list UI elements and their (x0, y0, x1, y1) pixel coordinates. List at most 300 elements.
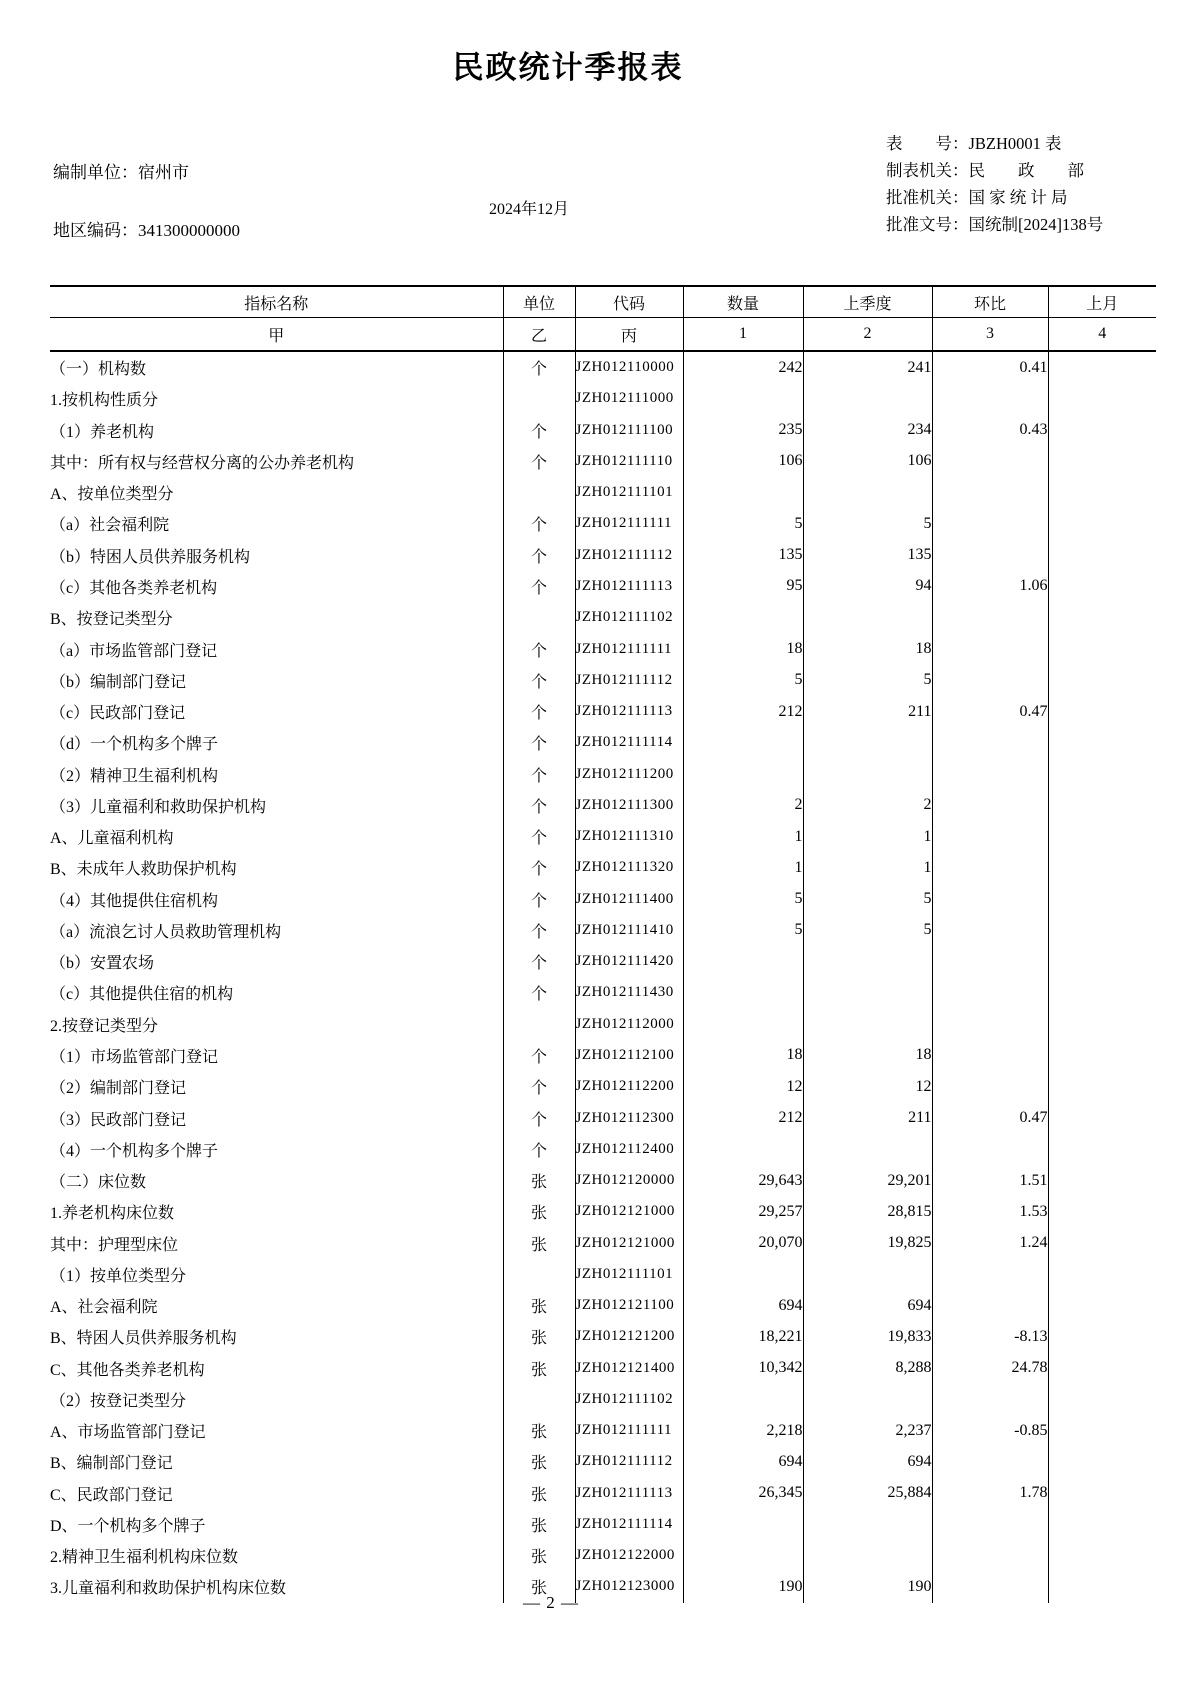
table-row (50, 1509, 1156, 1540)
unit-cell: 张 (503, 1540, 575, 1571)
indicator-name-cell: （2）精神卫生福利机构 (50, 767, 219, 785)
prev-month-cell (1048, 1040, 1156, 1071)
unit-cell: 个 (503, 351, 575, 383)
table-row (50, 946, 1156, 977)
ratio-cell (932, 1540, 1048, 1571)
prev-quarter-cell: 211 (803, 696, 932, 727)
indicator-name-cell: B、按登记类型分 (50, 611, 173, 629)
table-row (50, 758, 1156, 789)
table-row (50, 665, 1156, 696)
ratio-cell (932, 633, 1048, 664)
indicator-name-cell: （c）民政部门登记 (50, 705, 186, 723)
indicator-name-cell: （二）床位数 (50, 1174, 147, 1192)
quantity-cell: 694 (683, 1446, 803, 1477)
prev-quarter-cell: 19,833 (803, 1321, 932, 1352)
approval-doc-value: 国统制[2024]138号 (968, 215, 1104, 234)
quantity-cell (683, 477, 803, 508)
ratio-cell: -8.13 (932, 1321, 1048, 1352)
table-row (50, 508, 1156, 539)
ratio-cell (932, 477, 1048, 508)
prev-month-cell (1048, 1165, 1156, 1196)
quantity-cell: 29,257 (683, 1196, 803, 1227)
code-cell: JZH012111110 (575, 446, 683, 477)
table-row (50, 1384, 1156, 1415)
table-row (50, 852, 1156, 883)
ratio-cell (932, 758, 1048, 789)
code-cell: JZH012111420 (575, 946, 683, 977)
unit-cell: 个 (503, 1040, 575, 1071)
prev-quarter-cell: 1 (803, 821, 932, 852)
code-cell: JZH012112300 (575, 1102, 683, 1133)
quantity-cell: 106 (683, 446, 803, 477)
indicator-name-cell: （2）按登记类型分 (50, 1392, 187, 1410)
quantity-cell: 1 (683, 852, 803, 883)
prev-quarter-cell (803, 946, 932, 977)
table-row (50, 884, 1156, 915)
indicator-name-cell: （4）一个机构多个牌子 (50, 1142, 219, 1160)
unit-cell: 个 (503, 696, 575, 727)
prev-month-cell (1048, 1071, 1156, 1102)
table-key-row (50, 318, 1156, 352)
indicator-name-cell: C、其他各类养老机构 (50, 1361, 205, 1379)
unit-cell: 张 (503, 1165, 575, 1196)
unit-cell: 个 (503, 946, 575, 977)
form-agency-label: 制表机关： (886, 161, 969, 180)
indicator-name-cell: A、儿童福利机构 (50, 830, 174, 848)
unit-cell: 个 (503, 1102, 575, 1133)
quantity-cell (683, 1134, 803, 1165)
key-bing: 丙 (575, 318, 683, 352)
prev-quarter-cell (803, 1134, 932, 1165)
quantity-cell: 5 (683, 665, 803, 696)
code-cell: JZH012111113 (575, 1478, 683, 1509)
ratio-cell: 1.78 (932, 1478, 1048, 1509)
code-cell: JZH012111113 (575, 571, 683, 602)
prev-month-cell (1048, 1321, 1156, 1352)
unit-cell: 张 (503, 1353, 575, 1384)
indicator-name-cell: 其中：所有权与经营权分离的公办养老机构 (50, 454, 355, 472)
unit-cell: 张 (503, 1509, 575, 1540)
indicator-name-cell: B、未成年人救助保护机构 (50, 861, 237, 879)
key-yi: 乙 (503, 318, 575, 352)
code-cell: JZH012112200 (575, 1071, 683, 1102)
prev-month-cell (1048, 1259, 1156, 1290)
prev-quarter-cell: 25,884 (803, 1478, 932, 1509)
ratio-cell (932, 665, 1048, 696)
prev-quarter-cell: 29,201 (803, 1165, 932, 1196)
table-row (50, 821, 1156, 852)
code-cell: JZH012111112 (575, 665, 683, 696)
quantity-cell (683, 1540, 803, 1571)
code-cell: JZH012110000 (575, 351, 683, 383)
code-cell: JZH012111112 (575, 540, 683, 571)
ratio-cell: 1.53 (932, 1196, 1048, 1227)
prev-month-cell (1048, 915, 1156, 946)
unit-cell: 个 (503, 540, 575, 571)
code-cell: JZH012111111 (575, 1415, 683, 1446)
region-code-line (53, 216, 240, 241)
prev-quarter-cell: 2,237 (803, 1415, 932, 1446)
approval-doc-label: 批准文号： (886, 215, 969, 234)
ratio-cell: 0.43 (932, 415, 1048, 446)
table-row (50, 571, 1156, 602)
unit-cell: 张 (503, 1290, 575, 1321)
prev-month-cell (1048, 1196, 1156, 1227)
table-row (50, 1040, 1156, 1071)
prev-month-cell (1048, 1415, 1156, 1446)
prev-month-cell (1048, 977, 1156, 1008)
prev-month-cell (1048, 727, 1156, 758)
form-number-label: 表 号： (886, 134, 969, 153)
quantity-cell (683, 1009, 803, 1040)
ratio-cell: 1.24 (932, 1227, 1048, 1258)
unit-cell: 个 (503, 852, 575, 883)
quantity-cell: 20,070 (683, 1227, 803, 1258)
code-cell: JZH012111111 (575, 633, 683, 664)
table-row (50, 1165, 1156, 1196)
ratio-cell: 0.47 (932, 1102, 1048, 1133)
quantity-cell: 5 (683, 884, 803, 915)
prev-month-cell (1048, 790, 1156, 821)
ratio-cell (932, 852, 1048, 883)
prev-month-cell (1048, 1290, 1156, 1321)
prev-quarter-cell (803, 1509, 932, 1540)
indicator-name-cell: （3）民政部门登记 (50, 1111, 187, 1129)
table-row (50, 1353, 1156, 1384)
ratio-cell (932, 727, 1048, 758)
indicator-name-cell: （a）市场监管部门登记 (50, 642, 218, 660)
prev-quarter-cell (803, 758, 932, 789)
quantity-cell: 18 (683, 633, 803, 664)
prev-month-cell (1048, 758, 1156, 789)
indicator-name-cell: （b）编制部门登记 (50, 673, 187, 691)
code-cell: JZH012111410 (575, 915, 683, 946)
quantity-cell (683, 727, 803, 758)
prev-quarter-cell (803, 383, 932, 414)
code-cell: JZH012123000 (575, 1571, 683, 1602)
region-code-value: 341300000000 (138, 221, 240, 240)
quantity-cell (683, 1509, 803, 1540)
table-row (50, 915, 1156, 946)
prev-quarter-cell (803, 1384, 932, 1415)
indicator-name-cell: 1.按机构性质分 (50, 392, 159, 410)
ratio-cell: 0.41 (932, 351, 1048, 383)
prev-month-cell (1048, 884, 1156, 915)
code-cell: JZH012111300 (575, 790, 683, 821)
unit-cell: 张 (503, 1321, 575, 1352)
ratio-cell (932, 508, 1048, 539)
ratio-cell (932, 1009, 1048, 1040)
table-row (50, 1196, 1156, 1227)
col-quantity: 数量 (683, 286, 803, 318)
prev-month-cell (1048, 1134, 1156, 1165)
prev-month-cell (1048, 508, 1156, 539)
prev-quarter-cell: 135 (803, 540, 932, 571)
prev-quarter-cell: 106 (803, 446, 932, 477)
code-cell: JZH012111000 (575, 383, 683, 414)
prev-month-cell (1048, 946, 1156, 977)
quantity-cell: 18 (683, 1040, 803, 1071)
prev-quarter-cell: 19,825 (803, 1227, 932, 1258)
indicator-name-cell: （a）流浪乞讨人员救助管理机构 (50, 923, 282, 941)
quantity-cell (683, 383, 803, 414)
statistics-table (50, 285, 1156, 1603)
prev-quarter-cell (803, 1009, 932, 1040)
ratio-cell (932, 915, 1048, 946)
ratio-cell (932, 1290, 1048, 1321)
unit-cell: 张 (503, 1478, 575, 1509)
quantity-cell (683, 758, 803, 789)
prev-month-cell (1048, 1509, 1156, 1540)
code-cell: JZH012111111 (575, 508, 683, 539)
indicator-name-cell: （一）机构数 (50, 361, 147, 379)
prev-quarter-cell: 2 (803, 790, 932, 821)
prev-month-cell (1048, 383, 1156, 414)
prev-month-cell (1048, 1478, 1156, 1509)
prepared-unit-line (53, 158, 189, 183)
indicator-name-cell: （c）其他各类养老机构 (50, 579, 218, 597)
prev-quarter-cell (803, 602, 932, 633)
prev-month-cell (1048, 477, 1156, 508)
prev-month-cell (1048, 1446, 1156, 1477)
table-row (50, 351, 1156, 383)
quantity-cell: 190 (683, 1571, 803, 1602)
quantity-cell: 5 (683, 508, 803, 539)
approval-doc-line (886, 211, 1103, 238)
unit-cell: 个 (503, 915, 575, 946)
indicator-name-cell: （d）一个机构多个牌子 (50, 736, 219, 754)
prev-month-cell (1048, 633, 1156, 664)
code-cell: JZH012121200 (575, 1321, 683, 1352)
col-ratio: 环比 (932, 286, 1048, 318)
table-row (50, 415, 1156, 446)
prepared-unit-label: 编制单位： (53, 163, 138, 182)
indicator-name-cell: 3.儿童福利和救助保护机构床位数 (50, 1580, 287, 1598)
table-row (50, 602, 1156, 633)
table-row (50, 1102, 1156, 1133)
page-number: — 2 — (523, 1593, 579, 1612)
quantity-cell (683, 602, 803, 633)
code-cell: JZH012111101 (575, 477, 683, 508)
quantity-cell: 12 (683, 1071, 803, 1102)
unit-cell: 张 (503, 1571, 575, 1602)
form-agency-value: 民 政 部 (968, 161, 1084, 180)
quantity-cell: 5 (683, 915, 803, 946)
prev-month-cell (1048, 821, 1156, 852)
indicator-name-cell: 2.按登记类型分 (50, 1017, 159, 1035)
prev-month-cell (1048, 540, 1156, 571)
code-cell: JZH012111102 (575, 1384, 683, 1415)
ratio-cell (932, 540, 1048, 571)
code-cell: JZH012111113 (575, 696, 683, 727)
table-row (50, 1540, 1156, 1571)
indicator-name-cell: （3）儿童福利和救助保护机构 (50, 798, 267, 816)
prev-month-cell (1048, 415, 1156, 446)
page-title: 民政统计季报表 (452, 50, 684, 86)
col-code: 代码 (575, 286, 683, 318)
code-cell: JZH012111400 (575, 884, 683, 915)
approval-agency-value: 国 家 统 计 局 (968, 188, 1068, 207)
indicator-name-cell: 其中：护理型床位 (50, 1236, 179, 1254)
ratio-cell (932, 790, 1048, 821)
ratio-cell: 0.47 (932, 696, 1048, 727)
quantity-cell: 10,342 (683, 1353, 803, 1384)
table-row (50, 446, 1156, 477)
prev-quarter-cell (803, 977, 932, 1008)
code-cell: JZH012120000 (575, 1165, 683, 1196)
form-number-value: JBZH0001 表 (968, 134, 1062, 153)
code-cell: JZH012112100 (575, 1040, 683, 1071)
key-1: 1 (683, 318, 803, 352)
table-row (50, 1290, 1156, 1321)
table-row (50, 790, 1156, 821)
col-unit: 单位 (503, 286, 575, 318)
table-row (50, 477, 1156, 508)
prev-quarter-cell: 8,288 (803, 1353, 932, 1384)
prev-quarter-cell: 234 (803, 415, 932, 446)
table-row (50, 1321, 1156, 1352)
unit-cell: 个 (503, 415, 575, 446)
prev-month-cell (1048, 446, 1156, 477)
quantity-cell (683, 977, 803, 1008)
quantity-cell: 235 (683, 415, 803, 446)
indicator-name-cell: （a）社会福利院 (50, 517, 170, 535)
code-cell: JZH012112400 (575, 1134, 683, 1165)
code-cell: JZH012111114 (575, 1509, 683, 1540)
ratio-cell (932, 602, 1048, 633)
prev-month-cell (1048, 1384, 1156, 1415)
ratio-cell (932, 946, 1048, 977)
prev-month-cell (1048, 1009, 1156, 1040)
approval-agency-label: 批准机关： (886, 188, 969, 207)
ratio-cell (932, 1071, 1048, 1102)
quantity-cell: 242 (683, 351, 803, 383)
prev-quarter-cell: 241 (803, 351, 932, 383)
prev-quarter-cell: 94 (803, 571, 932, 602)
prev-quarter-cell: 5 (803, 915, 932, 946)
prev-month-cell (1048, 1102, 1156, 1133)
indicator-name-cell: （1）市场监管部门登记 (50, 1048, 219, 1066)
indicator-name-cell: B、编制部门登记 (50, 1455, 173, 1473)
region-code-label: 地区编码： (53, 221, 138, 240)
prev-quarter-cell: 18 (803, 633, 932, 664)
quantity-cell (683, 1259, 803, 1290)
code-cell: JZH012121000 (575, 1196, 683, 1227)
quantity-cell: 2,218 (683, 1415, 803, 1446)
prev-quarter-cell: 5 (803, 508, 932, 539)
code-cell: JZH012121000 (575, 1227, 683, 1258)
table-body (50, 351, 1156, 1603)
table-row (50, 696, 1156, 727)
prev-month-cell (1048, 852, 1156, 883)
indicator-name-cell: （b）特困人员供养服务机构 (50, 548, 251, 566)
form-agency-line (886, 157, 1103, 184)
indicator-name-cell: A、社会福利院 (50, 1299, 158, 1317)
prev-quarter-cell (803, 1540, 932, 1571)
quantity-cell: 95 (683, 571, 803, 602)
prev-quarter-cell: 1 (803, 852, 932, 883)
ratio-cell (932, 821, 1048, 852)
unit-cell: 个 (503, 727, 575, 758)
prev-quarter-cell: 12 (803, 1071, 932, 1102)
table-row (50, 383, 1156, 414)
indicator-name-cell: B、特困人员供养服务机构 (50, 1330, 237, 1348)
form-meta-block (886, 130, 1103, 238)
quantity-cell (683, 946, 803, 977)
prev-month-cell (1048, 571, 1156, 602)
prev-month-cell (1048, 1540, 1156, 1571)
prev-quarter-cell (803, 477, 932, 508)
indicator-name-cell: （4）其他提供住宿机构 (50, 892, 219, 910)
indicator-name-cell: 1.养老机构床位数 (50, 1205, 175, 1223)
prev-month-cell (1048, 1353, 1156, 1384)
quantity-cell: 29,643 (683, 1165, 803, 1196)
indicator-name-cell: C、民政部门登记 (50, 1486, 173, 1504)
ratio-cell (932, 1040, 1048, 1071)
indicator-name-cell: （b）安置农场 (50, 955, 155, 973)
table-row (50, 727, 1156, 758)
table-row (50, 1259, 1156, 1290)
key-jia: 甲 (50, 318, 503, 352)
key-2: 2 (803, 318, 932, 352)
ratio-cell: -0.85 (932, 1415, 1048, 1446)
key-4: 4 (1048, 318, 1156, 352)
ratio-cell (932, 1509, 1048, 1540)
prev-month-cell (1048, 1227, 1156, 1258)
col-prev-quarter: 上季度 (803, 286, 932, 318)
quantity-cell: 26,345 (683, 1478, 803, 1509)
ratio-cell (932, 1134, 1048, 1165)
indicator-name-cell: （1）养老机构 (50, 423, 155, 441)
code-cell: JZH012111112 (575, 1446, 683, 1477)
unit-cell (503, 1259, 575, 1290)
prev-month-cell (1048, 351, 1156, 383)
ratio-cell (932, 1259, 1048, 1290)
prev-quarter-cell: 694 (803, 1290, 932, 1321)
unit-cell (503, 1384, 575, 1415)
unit-cell: 个 (503, 758, 575, 789)
indicator-name-cell: （1）按单位类型分 (50, 1267, 187, 1285)
code-cell: JZH012121100 (575, 1290, 683, 1321)
ratio-cell (932, 884, 1048, 915)
code-cell: JZH012111200 (575, 758, 683, 789)
ratio-cell (932, 1384, 1048, 1415)
unit-cell: 张 (503, 1227, 575, 1258)
code-cell: JZH012111310 (575, 821, 683, 852)
prev-quarter-cell: 211 (803, 1102, 932, 1133)
ratio-cell (932, 1446, 1048, 1477)
indicator-name-cell: A、市场监管部门登记 (50, 1424, 206, 1442)
quantity-cell: 694 (683, 1290, 803, 1321)
indicator-name-cell: （2）编制部门登记 (50, 1080, 187, 1098)
unit-cell: 个 (503, 790, 575, 821)
table-row (50, 1227, 1156, 1258)
table-row (50, 1415, 1156, 1446)
unit-cell: 个 (503, 884, 575, 915)
quantity-cell (683, 1384, 803, 1415)
code-cell: JZH012111100 (575, 415, 683, 446)
table-row (50, 1134, 1156, 1165)
prepared-unit-value: 宿州市 (138, 163, 189, 182)
prev-quarter-cell: 5 (803, 665, 932, 696)
prev-quarter-cell (803, 1259, 932, 1290)
col-indicator-name: 指标名称 (50, 286, 503, 318)
code-cell: JZH012111430 (575, 977, 683, 1008)
table-header-row (50, 286, 1156, 318)
unit-cell: 个 (503, 977, 575, 1008)
ratio-cell: 24.78 (932, 1353, 1048, 1384)
quantity-cell: 18,221 (683, 1321, 803, 1352)
